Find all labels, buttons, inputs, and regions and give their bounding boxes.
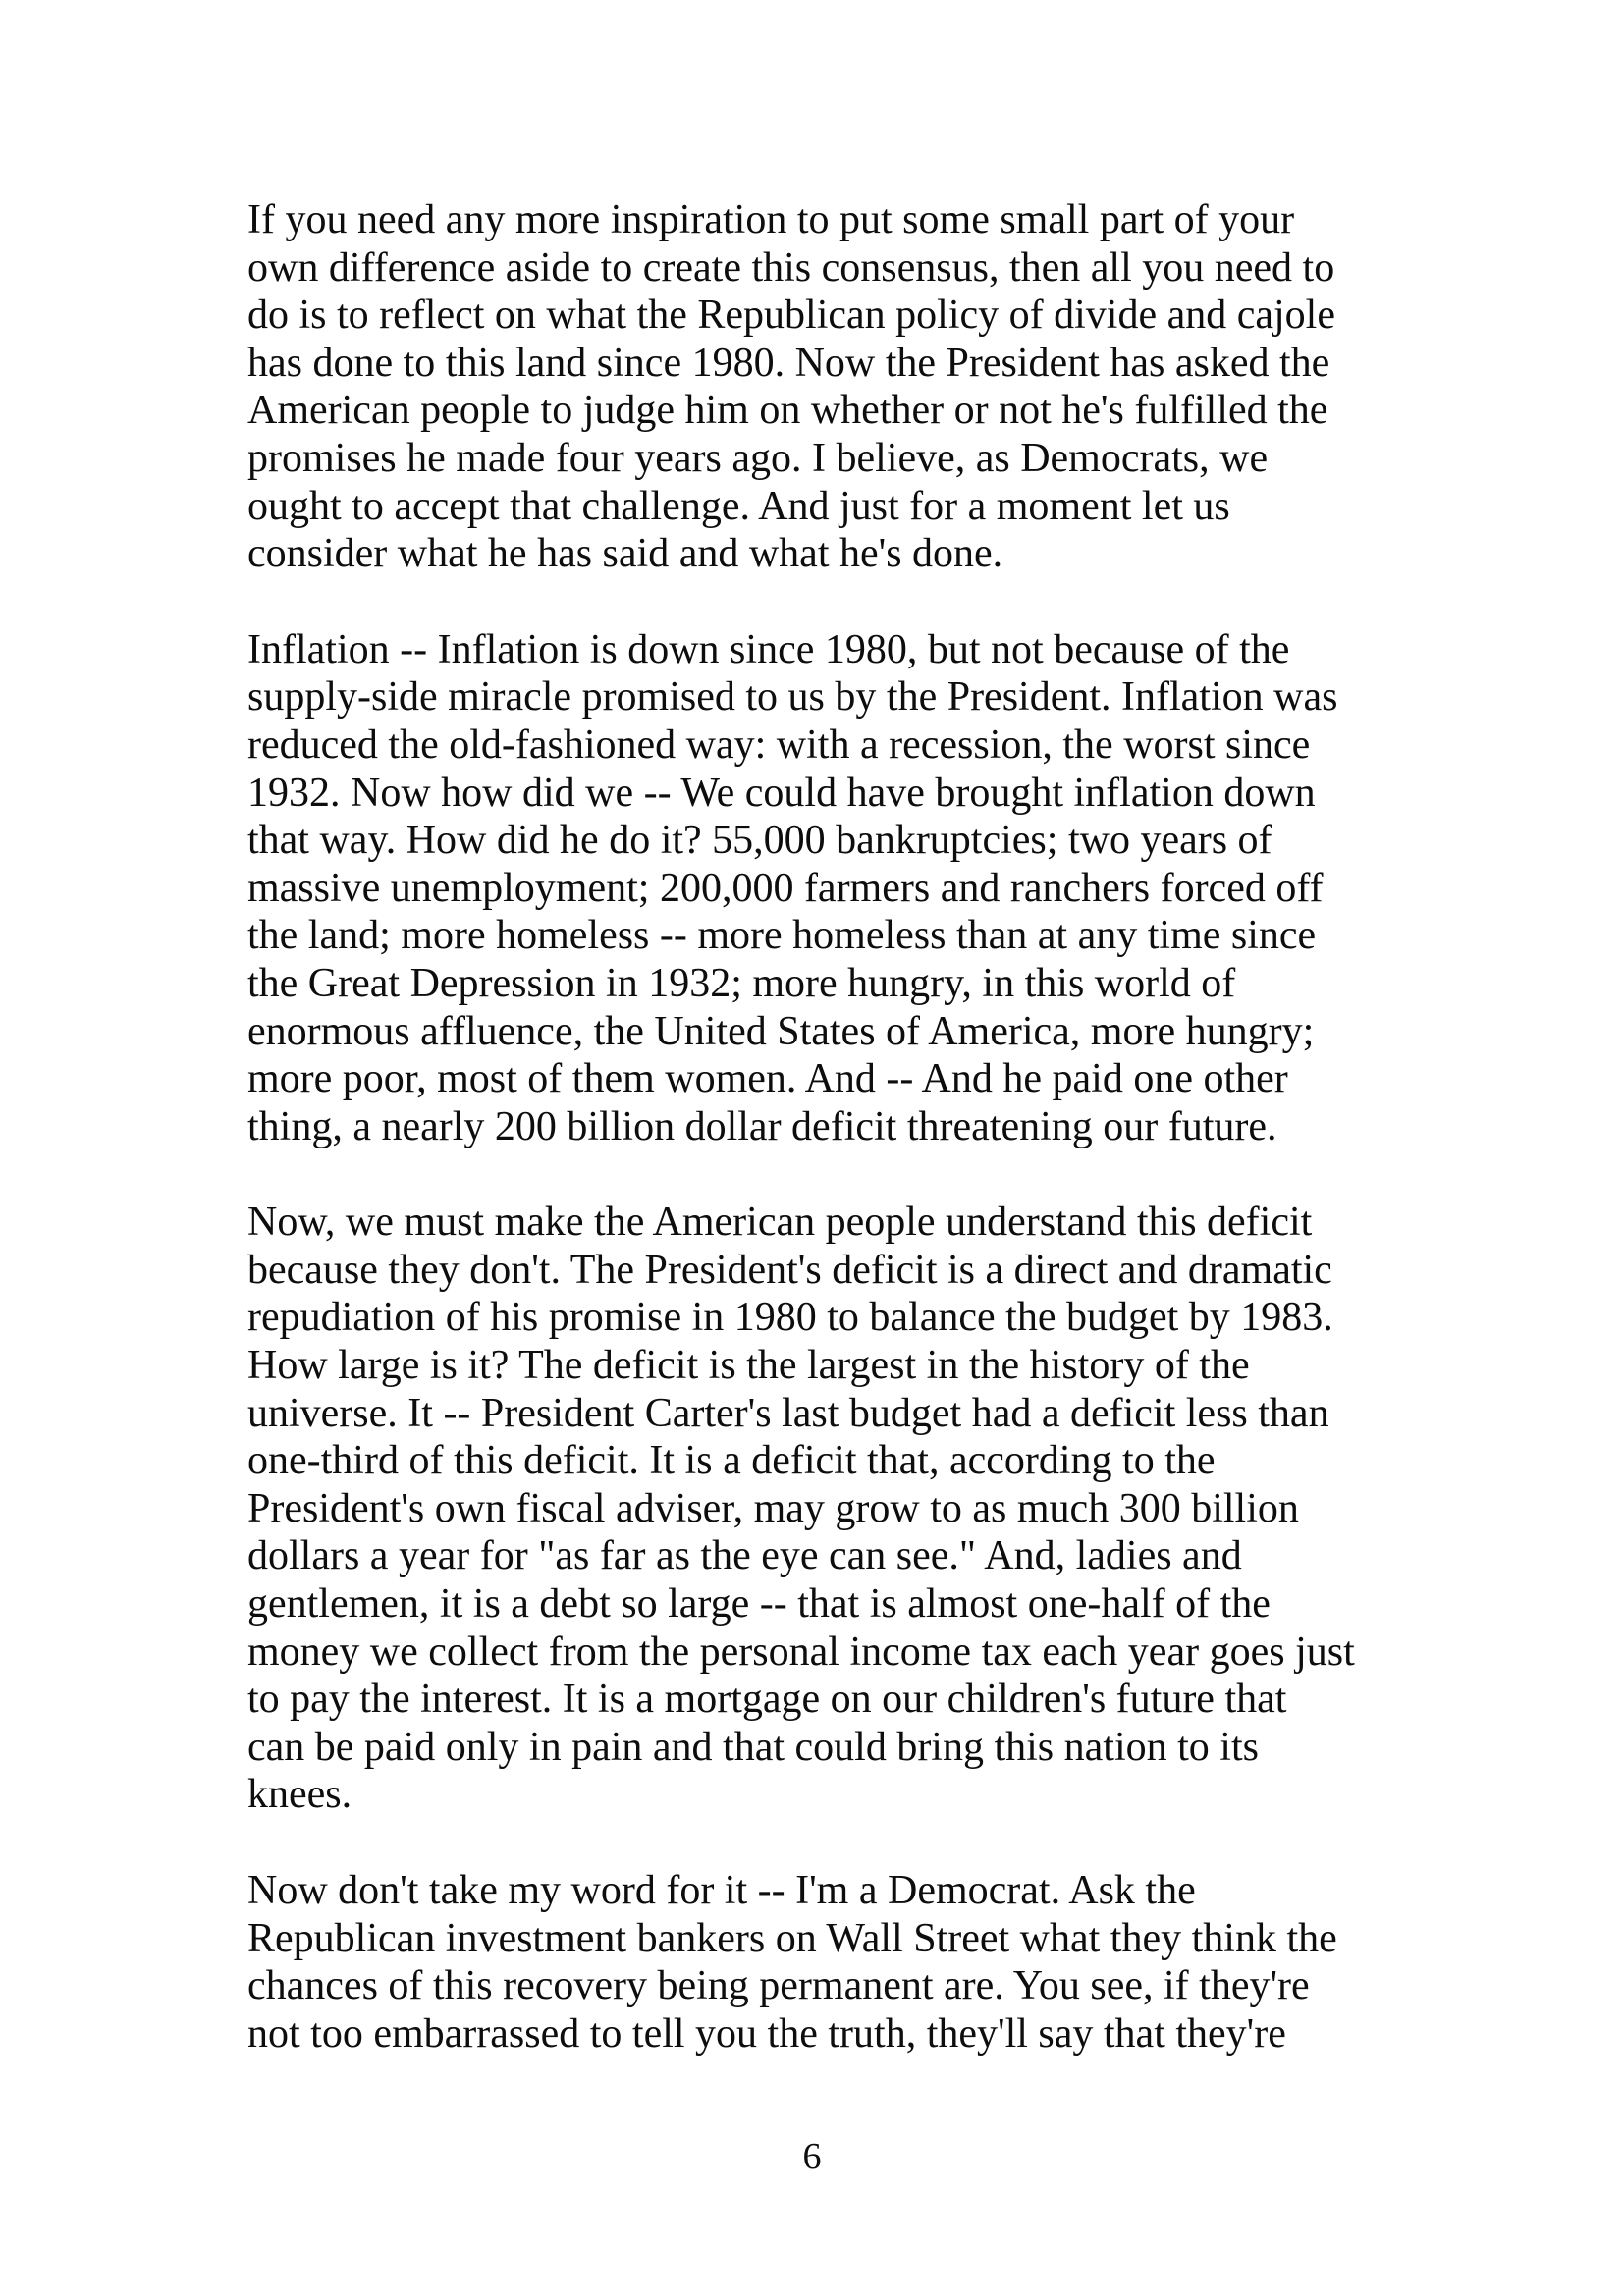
text-line: chances of this recovery being permanent are. You see, if they're [247,1963,1310,2009]
text-line: Republican investment bankers on Wall Street what they think the [247,1915,1337,1961]
text-line: one-third of this deficit. It is a deficit that, according to the [247,1438,1216,1484]
text-line: the land; more homeless -- more homeless than at any time since [247,913,1317,959]
text-line: Inflation -- Inflation is down since 1980, but not because of the [247,626,1290,672]
text-line: repudiation of his promise in 1980 to balance the budget by 1983. [247,1295,1333,1341]
text-line: the Great Depression in 1932; more hungry, in this world of [247,960,1236,1006]
text-line: reduced the old-fashioned way: with a recession, the worst since [247,721,1311,768]
paragraph-1 [247,196,1396,578]
text-line: thing, a nearly 200 billion dollar deficit threatening our future. [247,1103,1277,1149]
text-line: Now don't take my word for it -- I'm a Democrat. Ask the [247,1868,1196,1913]
text-line: can be paid only in pain and that could bring this nation to its [247,1724,1259,1770]
page-number: 6 [802,2136,822,2177]
body-text [247,196,1396,2057]
text-line: Now, we must make the American people understand this deficit [247,1200,1313,1246]
text-line: do is to reflect on what the Republican policy of divide and cajole [247,293,1335,339]
paragraph-3 [247,1199,1396,1819]
text-line: not too embarrassed to tell you the truth, they'll say that they're [247,2010,1286,2056]
text-line: more poor, most of them women. And -- And he paid one other [247,1056,1288,1102]
text-line: 1932. Now how did we -- We could have brought inflation down [247,770,1316,816]
text-line: because they don't. The President's deficit is a direct and dramatic [247,1247,1332,1293]
text-line: consider what he has said and what he's done. [247,531,1003,577]
text-line: President's own fiscal adviser, may grow to as much 300 billion [247,1485,1299,1531]
text-line: massive unemployment; 200,000 farmers and ranchers forced off [247,865,1324,911]
text-line: supply-side miracle promised to us by the President. Inflation was [247,674,1338,721]
text-line: If you need any more inspiration to put some small part of your [247,197,1295,242]
text-line: universe. It -- President Carter's last budget had a deficit less than [247,1390,1329,1436]
text-line: American people to judge him on whether or not he's fulfilled the [247,388,1328,434]
text-line: ought to accept that challenge. And just for a moment let us [247,483,1230,529]
text-line: that way. How did he do it? 55,000 bankruptcies; two years of [247,818,1272,864]
text-line: enormous affluence, the United States of America, more hungry; [247,1008,1315,1054]
paragraph-2 [247,626,1396,1151]
text-line: promises he made four years ago. I believe, as Democrats, we [247,435,1269,481]
text-line: has done to this land since 1980. Now the President has asked the [247,340,1330,386]
paragraph-4 [247,1867,1396,2057]
text-line: own difference aside to create this consensus, then all you need to [247,244,1335,291]
text-line: knees. [247,1772,352,1818]
text-line: money we collect from the personal income tax each year goes just [247,1629,1355,1675]
text-line: dollars a year for "as far as the eye can see." And, ladies and [247,1533,1242,1579]
text-line: to pay the interest. It is a mortgage on our children's future that [247,1677,1287,1723]
text-line: gentlemen, it is a debt so large -- that is almost one-half of the [247,1581,1271,1628]
text-line: How large is it? The deficit is the largest in the history of the [247,1343,1250,1389]
